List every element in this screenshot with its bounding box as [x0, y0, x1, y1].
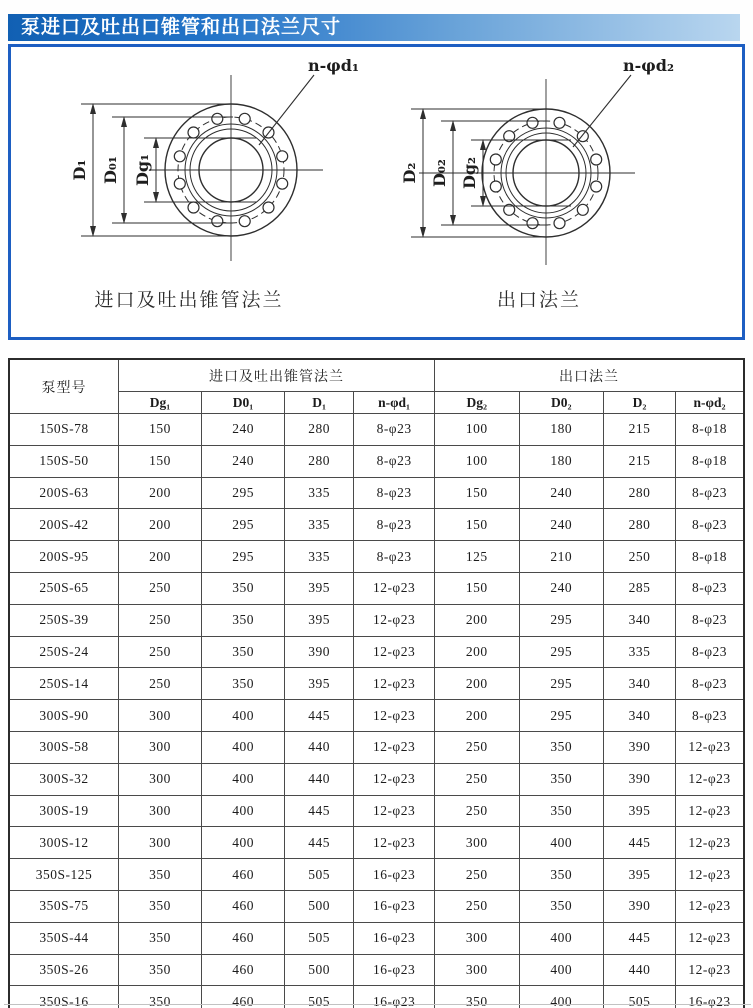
dimension-cell: 295	[519, 668, 604, 700]
dimension-cell: 400	[202, 763, 285, 795]
bolt-hole	[527, 117, 538, 128]
dimension-cell: 295	[202, 509, 285, 541]
dimension-cell: 445	[285, 827, 354, 859]
dimension-cell: 200	[435, 700, 520, 732]
pump-model-cell: 250S-14	[9, 668, 119, 700]
dimension-cell: 300	[119, 700, 202, 732]
dimension-cell: 250	[604, 541, 676, 573]
dimension-cell: 400	[202, 795, 285, 827]
dimension-cell: 8-φ23	[676, 668, 744, 700]
dimension-cell: 200	[435, 604, 520, 636]
dimension-cell: 200	[119, 509, 202, 541]
bolt-hole	[212, 216, 223, 227]
dimension-cell: 8-φ23	[354, 541, 435, 573]
diagram-panel	[8, 44, 745, 340]
dimension-cell: 295	[519, 604, 604, 636]
dimension-cell: 240	[519, 509, 604, 541]
dimension-cell: 400	[519, 827, 604, 859]
table-row	[9, 795, 744, 827]
dimension-cell: 280	[285, 445, 354, 477]
dimension-cell: 12-φ23	[676, 954, 744, 986]
dimension-cell: 200	[435, 668, 520, 700]
dimension-cell: 460	[202, 986, 285, 1008]
inlet-flange-caption: 进口及吐出锥管法兰	[94, 290, 284, 311]
dimension-cell: 340	[604, 604, 676, 636]
dimension-cell: 395	[285, 668, 354, 700]
bottom-edge-line	[4, 1004, 751, 1005]
dimension-cell: 210	[519, 541, 604, 573]
bolt-hole	[277, 151, 288, 162]
dimension-cell: 395	[285, 604, 354, 636]
dimension-cell: 295	[519, 636, 604, 668]
dimension-cell: 12-φ23	[354, 827, 435, 859]
dimension-cell: 340	[604, 668, 676, 700]
dimension-cell: 280	[285, 414, 354, 446]
dimension-cell: 350	[519, 763, 604, 795]
table-row	[9, 763, 744, 795]
pump-model-cell: 350S-16	[9, 986, 119, 1008]
dimension-cell: 12-φ23	[354, 795, 435, 827]
dimension-cell: 200	[435, 636, 520, 668]
pump-model-cell: 300S-90	[9, 700, 119, 732]
dimension-cell: 350	[119, 986, 202, 1008]
dimension-cell: 445	[285, 700, 354, 732]
dimension-cell: 445	[604, 922, 676, 954]
dimension-cell: 505	[285, 922, 354, 954]
dimension-cell: 350	[119, 922, 202, 954]
dimension-cell: 250	[119, 668, 202, 700]
dimension-cell: 400	[202, 827, 285, 859]
dimension-cell: 335	[604, 636, 676, 668]
dimension-cell: 350	[202, 668, 285, 700]
dimension-cell: 8-φ18	[676, 414, 744, 446]
dimension-cell: 12-φ23	[354, 572, 435, 604]
dimension-cell: 150	[435, 509, 520, 541]
dimension-cell: 395	[604, 795, 676, 827]
dimension-cell: 280	[604, 477, 676, 509]
dim-label-d02: D₀₂	[430, 159, 449, 187]
col-group-inlet-flange: 进口及吐出锥管法兰	[119, 359, 435, 392]
dimension-cell: 295	[202, 541, 285, 573]
dimension-cell: 400	[519, 922, 604, 954]
dimension-cell: 250	[435, 859, 520, 891]
col-group-outlet-flange: 出口法兰	[435, 359, 744, 392]
dimension-cell: 125	[435, 541, 520, 573]
bolt-hole	[591, 181, 602, 192]
dimension-cell: 400	[519, 954, 604, 986]
table-row	[9, 636, 744, 668]
dimension-cell: 350	[202, 604, 285, 636]
dimension-cell: 240	[202, 445, 285, 477]
dimension-cell: 400	[519, 986, 604, 1008]
dimension-cell: 16-φ23	[354, 859, 435, 891]
dimension-cell: 285	[604, 572, 676, 604]
dimension-cell: 350	[202, 636, 285, 668]
dim-label-d01: D₀₁	[101, 156, 120, 184]
dimension-cell: 295	[202, 477, 285, 509]
dimension-cell: 500	[285, 890, 354, 922]
table-row	[9, 477, 744, 509]
col-header-pump-model: 泵型号	[9, 359, 119, 414]
outlet-flange-caption: 出口法兰	[496, 290, 582, 311]
bolt-hole	[527, 218, 538, 229]
dimension-cell: 440	[285, 763, 354, 795]
pump-model-cell: 150S-50	[9, 445, 119, 477]
dimension-cell: 300	[435, 954, 520, 986]
dimension-cell: 16-φ23	[354, 890, 435, 922]
dimension-cell: 390	[604, 763, 676, 795]
dimension-cell: 445	[285, 795, 354, 827]
pump-model-cell: 300S-19	[9, 795, 119, 827]
bolt-hole	[174, 151, 185, 162]
dimension-cell: 250	[435, 890, 520, 922]
dimension-cell: 12-φ23	[354, 731, 435, 763]
pump-model-cell: 350S-125	[9, 859, 119, 891]
dimension-cell: 335	[285, 541, 354, 573]
dimension-cell: 395	[285, 572, 354, 604]
col-header-dg2: Dg₂	[435, 392, 520, 414]
dimension-cell: 8-φ18	[676, 541, 744, 573]
dimension-cell: 350	[519, 795, 604, 827]
table-row	[9, 414, 744, 446]
dimension-cell: 300	[435, 827, 520, 859]
table-row	[9, 890, 744, 922]
dimension-cell: 460	[202, 954, 285, 986]
dimension-cell: 200	[119, 477, 202, 509]
table-row	[9, 541, 744, 573]
dimension-cell: 12-φ23	[354, 700, 435, 732]
dimension-cell: 8-φ23	[676, 604, 744, 636]
dimension-cell: 300	[435, 922, 520, 954]
bolt-hole	[554, 218, 565, 229]
bolt-hole	[591, 154, 602, 165]
dimension-cell: 8-φ23	[676, 636, 744, 668]
dimension-cell: 350	[119, 859, 202, 891]
dim-label-dg1: Dg₁	[133, 153, 152, 187]
dimension-cell: 505	[604, 986, 676, 1008]
dimension-cell: 350	[519, 859, 604, 891]
dimension-cell: 12-φ23	[676, 731, 744, 763]
dimension-cell: 16-φ23	[354, 954, 435, 986]
dimension-cell: 350	[202, 572, 285, 604]
dimension-cell: 8-φ23	[354, 445, 435, 477]
table-row	[9, 827, 744, 859]
bolt-hole	[577, 204, 588, 215]
dimension-cell: 240	[202, 414, 285, 446]
pump-model-cell: 250S-24	[9, 636, 119, 668]
pump-model-cell: 250S-39	[9, 604, 119, 636]
table-row	[9, 572, 744, 604]
dimension-cell: 12-φ23	[676, 922, 744, 954]
col-header-dg1: Dg₁	[119, 392, 202, 414]
pump-model-cell: 300S-32	[9, 763, 119, 795]
dimension-cell: 335	[285, 477, 354, 509]
dimension-cell: 445	[604, 827, 676, 859]
col-header-n-d2: n-φd₂	[676, 392, 744, 414]
dimension-cell: 12-φ23	[354, 763, 435, 795]
dimension-cell: 440	[604, 954, 676, 986]
table-row	[9, 445, 744, 477]
dimension-cell: 215	[604, 445, 676, 477]
col-header-n-d1: n-φd₁	[354, 392, 435, 414]
dimension-cell: 350	[519, 731, 604, 763]
dimension-cell: 100	[435, 445, 520, 477]
dimension-cell: 295	[519, 700, 604, 732]
table-row	[9, 604, 744, 636]
dimension-cell: 240	[519, 477, 604, 509]
bolt-note-outlet: n-φd₂	[623, 56, 674, 75]
bolt-hole	[263, 202, 274, 213]
dimension-cell: 440	[285, 731, 354, 763]
col-header-d01: D0₁	[202, 392, 285, 414]
bolt-hole	[490, 181, 501, 192]
dimension-cell: 390	[604, 731, 676, 763]
dimension-cell: 8-φ23	[354, 509, 435, 541]
dimension-cell: 12-φ23	[676, 827, 744, 859]
table-row	[9, 509, 744, 541]
dimension-cell: 12-φ23	[676, 763, 744, 795]
dim-label-d1: D₁	[70, 159, 89, 181]
dimension-cell: 250	[435, 763, 520, 795]
dimension-cell: 200	[119, 541, 202, 573]
bolt-hole	[490, 154, 501, 165]
bolt-hole	[239, 113, 250, 124]
table-row	[9, 668, 744, 700]
dimension-cell: 8-φ18	[676, 445, 744, 477]
dimension-cell: 390	[604, 890, 676, 922]
dimension-cell: 460	[202, 922, 285, 954]
dimension-cell: 150	[119, 414, 202, 446]
dimension-cell: 350	[119, 954, 202, 986]
pump-model-cell: 150S-78	[9, 414, 119, 446]
dimension-cell: 12-φ23	[676, 859, 744, 891]
bolt-note-inlet: n-φd₁	[308, 56, 359, 75]
dimension-cell: 180	[519, 445, 604, 477]
dimension-cell: 350	[119, 890, 202, 922]
bolt-hole	[188, 127, 199, 138]
pump-model-cell: 200S-95	[9, 541, 119, 573]
pump-model-cell: 300S-58	[9, 731, 119, 763]
dimension-cell: 390	[285, 636, 354, 668]
inlet-flange-drawing	[70, 56, 359, 261]
dimension-cell: 500	[285, 954, 354, 986]
bolt-hole	[239, 216, 250, 227]
dim-label-dg2: Dg₂	[460, 156, 479, 190]
dimension-cell: 8-φ23	[676, 700, 744, 732]
dimension-cell: 280	[604, 509, 676, 541]
dimension-cell: 8-φ23	[676, 477, 744, 509]
dimension-cell: 395	[604, 859, 676, 891]
dimension-cell: 300	[119, 763, 202, 795]
col-header-d1: D₁	[285, 392, 354, 414]
dimension-cell: 505	[285, 986, 354, 1008]
dimension-cell: 335	[285, 509, 354, 541]
dimension-cell: 12-φ23	[676, 890, 744, 922]
dimension-cell: 460	[202, 890, 285, 922]
pump-model-cell: 250S-65	[9, 572, 119, 604]
dimension-cell: 8-φ23	[676, 509, 744, 541]
dimension-cell: 350	[435, 986, 520, 1008]
table-row	[9, 731, 744, 763]
pump-model-cell: 350S-44	[9, 922, 119, 954]
dimension-cell: 8-φ23	[354, 414, 435, 446]
dimension-cell: 250	[119, 604, 202, 636]
bolt-hole	[277, 178, 288, 189]
dimension-cell: 150	[435, 477, 520, 509]
col-header-d2: D₂	[604, 392, 676, 414]
dimension-cell: 215	[604, 414, 676, 446]
dimensions-table	[8, 358, 745, 1008]
dimension-cell: 400	[202, 731, 285, 763]
dimension-cell: 300	[119, 827, 202, 859]
page-title: 泵进口及吐出口锥管和出口法兰尺寸	[8, 14, 740, 41]
dimension-cell: 300	[119, 795, 202, 827]
dimension-cell: 300	[119, 731, 202, 763]
outlet-flange-drawing	[400, 56, 674, 265]
dimension-cell: 100	[435, 414, 520, 446]
bolt-hole	[174, 178, 185, 189]
bolt-hole	[212, 113, 223, 124]
dimension-cell: 16-φ23	[354, 986, 435, 1008]
dimension-cell: 180	[519, 414, 604, 446]
bolt-hole	[188, 202, 199, 213]
dimension-cell: 16-φ23	[676, 986, 744, 1008]
dimension-cell: 250	[119, 636, 202, 668]
dimension-cell: 250	[435, 731, 520, 763]
dim-label-d2: D₂	[400, 162, 419, 184]
pump-model-cell: 300S-12	[9, 827, 119, 859]
dimension-cell: 400	[202, 700, 285, 732]
dimension-cell: 12-φ23	[354, 604, 435, 636]
dimension-cell: 460	[202, 859, 285, 891]
dimension-cell: 250	[119, 572, 202, 604]
dimension-cell: 8-φ23	[676, 572, 744, 604]
table-row	[9, 954, 744, 986]
dimension-cell: 350	[519, 890, 604, 922]
dimension-cell: 12-φ23	[676, 795, 744, 827]
dimension-cell: 240	[519, 572, 604, 604]
dimension-cell: 16-φ23	[354, 922, 435, 954]
dimension-cell: 250	[435, 795, 520, 827]
pump-model-cell: 200S-63	[9, 477, 119, 509]
dimension-cell: 12-φ23	[354, 636, 435, 668]
dimension-cell: 340	[604, 700, 676, 732]
table-row	[9, 700, 744, 732]
dimension-cell: 505	[285, 859, 354, 891]
bolt-hole	[554, 117, 565, 128]
pump-model-cell: 350S-26	[9, 954, 119, 986]
dimension-cell: 150	[119, 445, 202, 477]
pump-model-cell: 200S-42	[9, 509, 119, 541]
pump-model-cell: 350S-75	[9, 890, 119, 922]
dimension-cell: 12-φ23	[354, 668, 435, 700]
table-row	[9, 859, 744, 891]
dimension-cell: 8-φ23	[354, 477, 435, 509]
dimension-cell: 150	[435, 572, 520, 604]
col-header-d02: D0₂	[519, 392, 604, 414]
table-row	[9, 922, 744, 954]
